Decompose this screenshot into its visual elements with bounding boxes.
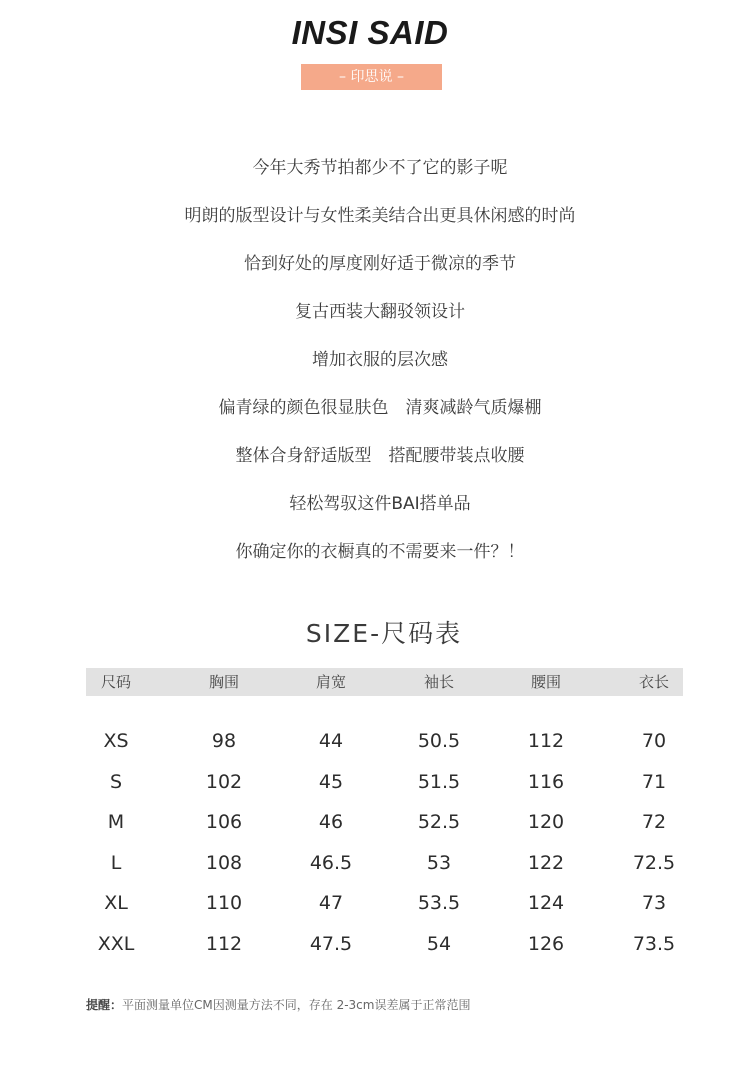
header-cell-sleeve: 袖长 — [423, 673, 454, 691]
table-cell: XXL — [97, 933, 135, 955]
table-cell: 46.5 — [309, 852, 353, 874]
table-cell: 72 — [641, 811, 667, 833]
table-cell: M — [107, 811, 125, 833]
table-cell: 51.5 — [417, 771, 461, 793]
description-line: 你确定你的衣橱真的不需要来一件？！ — [235, 542, 525, 562]
table-cell: 73 — [641, 892, 667, 914]
table-cell: XL — [104, 892, 128, 914]
table-cell: 72.5 — [632, 852, 676, 874]
note-text: 平面测量单位CM因测量方法不同，存在 2-3cm误差属于正常范围 — [122, 998, 471, 1012]
header-cell-shoulder: 肩宽 — [315, 673, 346, 691]
size-table-header — [86, 668, 683, 696]
description-line: 今年大秀节拍都少不了它的影子呢 — [252, 158, 508, 178]
table-cell: 116 — [527, 771, 565, 793]
table-cell: 120 — [527, 811, 565, 833]
table-row — [86, 767, 683, 797]
table-cell: 112 — [205, 933, 243, 955]
table-row — [86, 929, 683, 959]
table-row — [86, 726, 683, 756]
description-line: 偏青绿的颜色很显肤色 清爽减龄气质爆棚 — [218, 398, 542, 418]
table-cell: 124 — [527, 892, 565, 914]
table-cell: 54 — [426, 933, 452, 955]
table-cell: 71 — [641, 771, 667, 793]
table-cell: XS — [103, 730, 129, 752]
description-line: 复古西装大翻驳领设计 — [295, 302, 465, 322]
table-row — [86, 888, 683, 918]
table-cell: 102 — [205, 771, 243, 793]
note-label: 提醒： — [86, 998, 123, 1012]
brand-title: INSI SAID — [291, 14, 449, 51]
description-line: 恰到好处的厚度刚好适于微凉的季节 — [244, 254, 516, 274]
table-cell: 108 — [205, 852, 243, 874]
table-cell: 45 — [318, 771, 344, 793]
table-cell: 122 — [527, 852, 565, 874]
product-description — [0, 154, 750, 586]
brand-subtitle-badge: – 印思说 – — [301, 64, 442, 90]
header-cell-length: 衣长 — [638, 673, 669, 691]
header-cell-chest: 胸围 — [208, 673, 239, 691]
table-cell: 110 — [205, 892, 243, 914]
table-cell: 52.5 — [417, 811, 461, 833]
table-cell: 106 — [205, 811, 243, 833]
table-cell: 46 — [318, 811, 344, 833]
table-cell: 70 — [641, 730, 667, 752]
table-row — [86, 807, 683, 837]
table-cell: 53 — [426, 852, 452, 874]
size-chart-title: SIZE-尺码表 — [305, 619, 463, 648]
description-line: 整体合身舒适版型 搭配腰带装点收腰 — [235, 446, 525, 466]
description-line: 增加衣服的层次感 — [312, 350, 448, 370]
table-cell: 98 — [211, 730, 237, 752]
table-cell: S — [109, 771, 123, 793]
table-cell: 50.5 — [417, 730, 461, 752]
table-cell: 47 — [318, 892, 344, 914]
table-cell: 126 — [527, 933, 565, 955]
header-cell-waist: 腰围 — [530, 673, 561, 691]
table-cell: 47.5 — [309, 933, 353, 955]
description-line: 轻松驾驭这件BAI搭单品 — [289, 494, 471, 514]
table-row — [86, 848, 683, 878]
table-cell: 73.5 — [632, 933, 676, 955]
table-cell: 44 — [318, 730, 344, 752]
table-cell: 112 — [527, 730, 565, 752]
description-line: 明朗的版型设计与女性柔美结合出更具休闲感的时尚 — [184, 206, 576, 226]
measurement-note — [86, 996, 470, 1013]
table-cell: L — [110, 852, 122, 874]
header-cell-size: 尺码 — [100, 673, 131, 691]
table-cell: 53.5 — [417, 892, 461, 914]
